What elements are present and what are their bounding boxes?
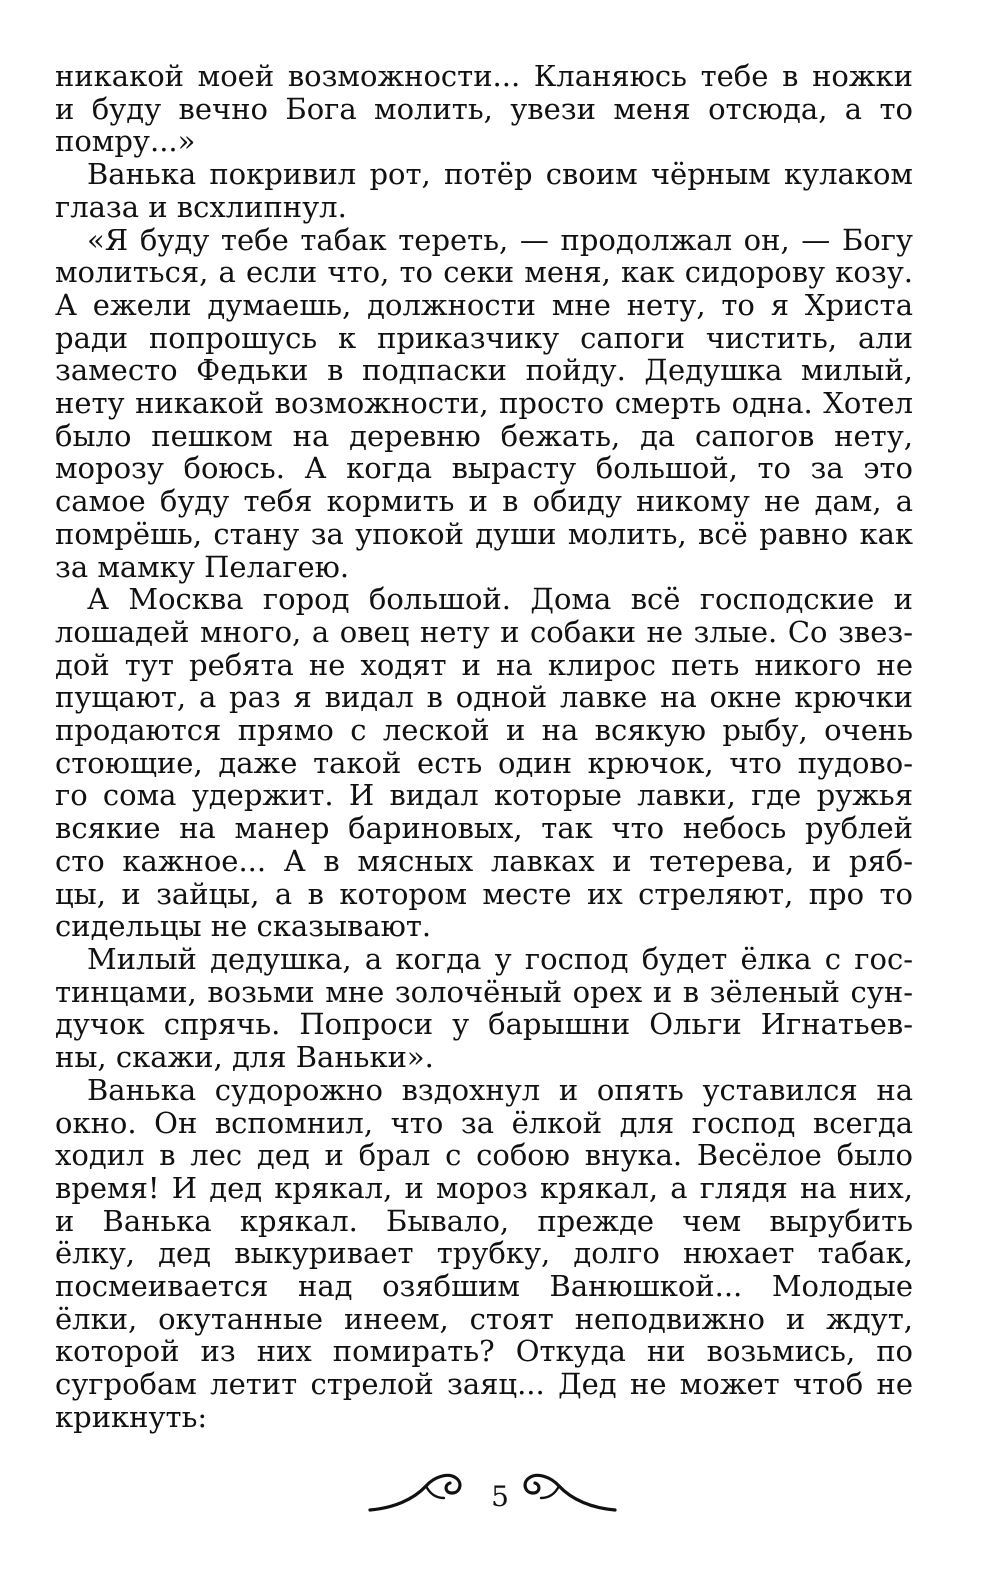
- body-text: [55, 60, 913, 1434]
- text-line: и Ванька крякал. Бывало, прежде чем вырубить: [55, 1203, 913, 1238]
- text-line: «Я буду тебе табак тереть, — продолжал он, — Богу: [87, 222, 913, 257]
- page-number: 5: [491, 1480, 509, 1513]
- text-line: го сома удержит. И видал которые лавки, где ружья: [55, 778, 913, 813]
- text-line: время! И дед крякал, и мороз крякал, а глядя на них,: [55, 1170, 913, 1205]
- text-line: дучок спрячь. Попроси у барышни Ольги Игнатьев-: [55, 1007, 913, 1042]
- right-flourish-icon: [517, 1462, 617, 1522]
- text-line: стоющие, даже такой есть один крючок, что пудово-: [55, 745, 913, 780]
- text-line: было пешком на деревню бежать, да сапогов нету,: [55, 418, 913, 453]
- text-line: лошадей много, а овец нету и собаки не злые. Со звез-: [55, 614, 913, 649]
- text-line: никакой моей возможности... Кланяюсь тебе в ножки: [55, 59, 913, 93]
- text-line: помрёшь, стану за упокой души молить, всё равно как: [55, 516, 913, 551]
- text-line: А Москва город большой. Дома всё господские и: [87, 582, 913, 617]
- text-line: ны, скажи, для Ваньки».: [55, 1040, 434, 1075]
- text-line: ходил в лес дед и брал с собою внука. Весёлое было: [55, 1138, 913, 1173]
- text-line: цы, и зайцы, а в котором месте их стреляют, про то: [55, 876, 913, 911]
- text-line: Ванька покривил рот, потёр своим чёрным кулаком: [87, 157, 913, 192]
- text-line: ради попрошусь к приказчику сапоги чистить, али: [55, 320, 913, 355]
- text-line: за мамку Пелагею.: [55, 549, 350, 584]
- text-line: Милый дедушка, а когда у господ будет ёлка с гос-: [87, 941, 913, 976]
- text-line: окно. Он вспомнил, что за ёлкой для господ всегда: [55, 1105, 913, 1140]
- text-line: пущают, а раз я видал в одной лавке на окне крючки: [55, 680, 913, 715]
- text-line: тинцами, возьми мне золочёный орех и в зёленый сун-: [55, 974, 913, 1009]
- text-line: А ежели думаешь, должности мне нету, то я Христа: [55, 287, 913, 322]
- text-line: самое буду тебя кормить и в обиду никому не дам, а: [55, 484, 913, 519]
- text-line: заместо Федьки в подпаски пойду. Дедушка милый,: [55, 353, 913, 388]
- text-line: сугробам летит стрелой заяц... Дед не может чтоб не: [55, 1367, 913, 1402]
- text-line: морозу боюсь. А когда вырасту большой, то за это: [55, 451, 913, 486]
- text-line: и буду вечно Бога молить, увези меня отсюда, а то: [55, 91, 913, 126]
- text-line: которой из них помирать? Откуда ни возьмись, по: [55, 1334, 913, 1369]
- text-line: всякие на манер бариновых, так что небось рублей: [55, 811, 913, 846]
- text-line: глаза и всхлипнул.: [55, 189, 347, 224]
- text-line: продаются прямо с леской и на всякую рыбу, очень: [55, 713, 913, 748]
- text-line: нету никакой возможности, просто смерть одна. Хотел: [55, 386, 913, 421]
- text-line: молиться, а если что, то секи меня, как сидорову козу.: [55, 255, 913, 290]
- text-line: Ванька судорожно вздохнул и опять уставился на: [87, 1072, 913, 1107]
- text-line: помру...»: [55, 124, 196, 159]
- text-line: сто кажное... А в мясных лавках и тетерева, и ряб-: [55, 843, 913, 878]
- text-line: сидельцы не сказывают.: [55, 909, 432, 944]
- text-line: ёлки, окутанные инеем, стоят неподвижно и ждут,: [55, 1301, 913, 1336]
- text-line: дой тут ребята не ходят и на клирос петь никого не: [55, 647, 913, 682]
- text-line: крикнуть:: [55, 1399, 208, 1434]
- text-line: ёлку, дед выкуривает трубку, долго нюхает табак,: [55, 1236, 913, 1271]
- text-line: посмеивается над озябшим Ванюшкой... Молодые: [55, 1269, 913, 1304]
- page-footer: [0, 1450, 1000, 1540]
